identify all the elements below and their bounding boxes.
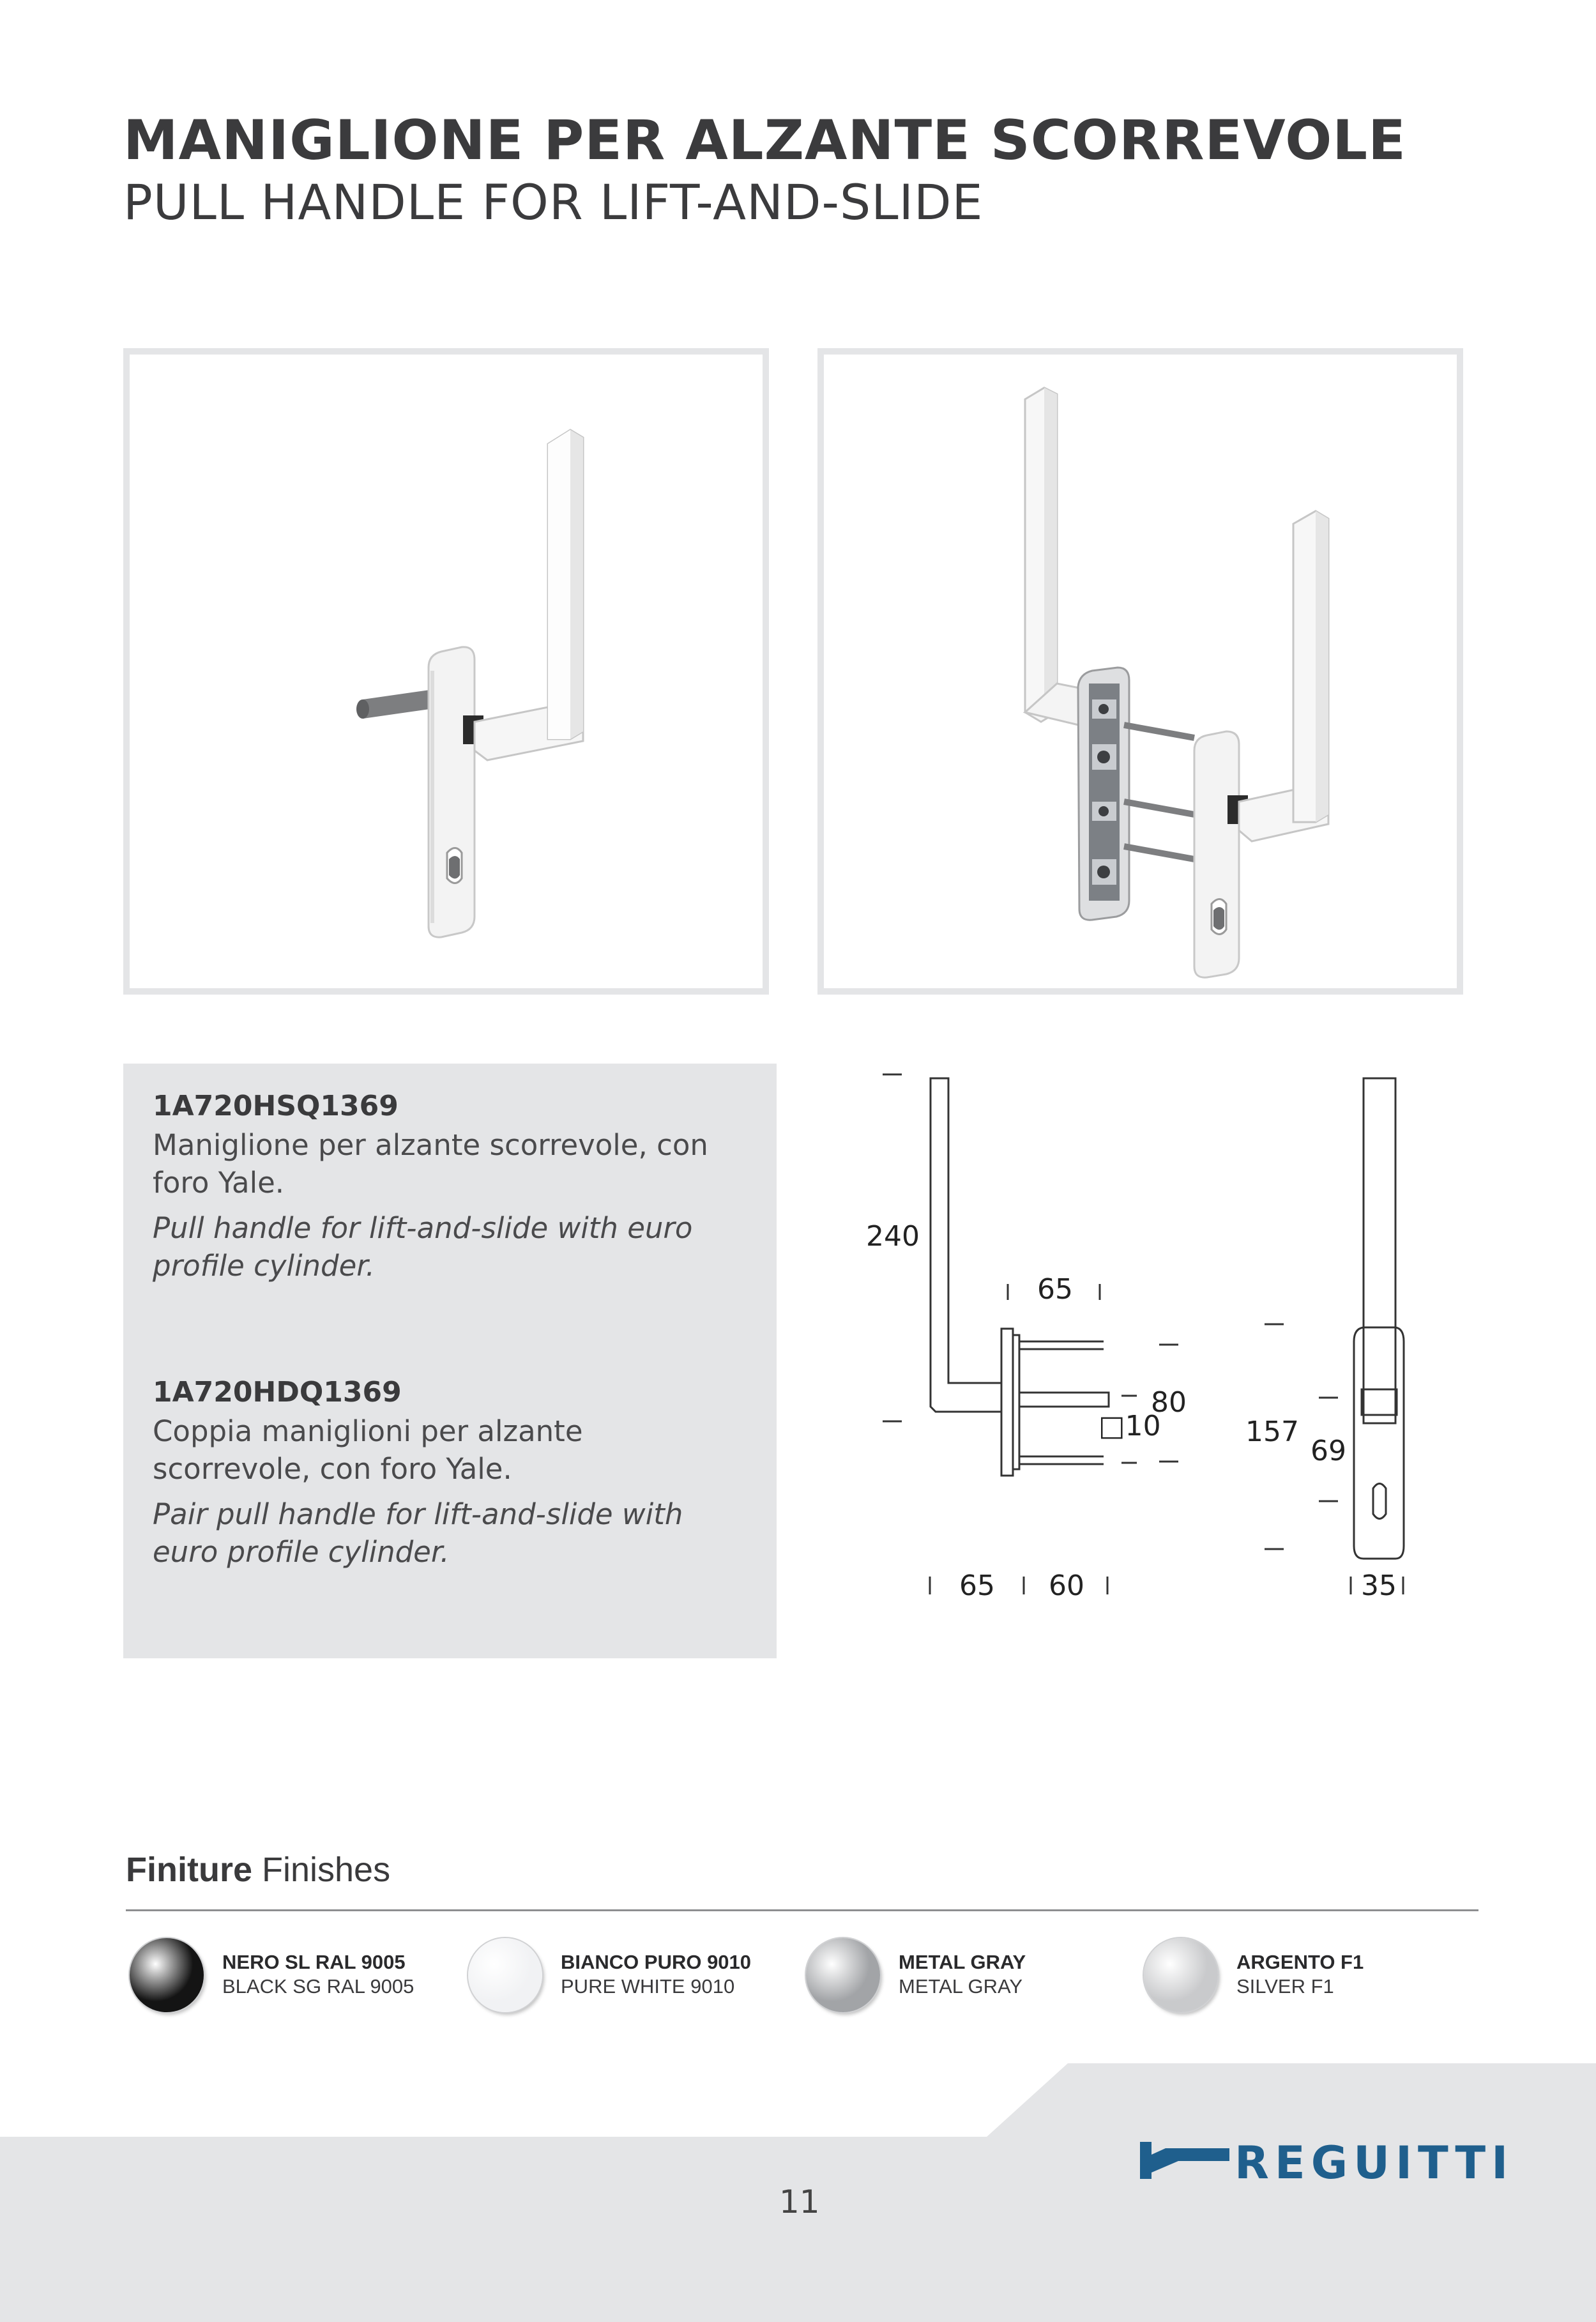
product-description-english: Pull handle for lift-and-slide with euro profile cylinder.: [153, 1211, 693, 1283]
pair-pull-handle-illustration: [824, 355, 1470, 1001]
dimension-height: 240: [866, 1220, 920, 1253]
finish-name-italian: NERO SL RAL 9005: [222, 1951, 406, 1973]
dimension-grip-depth: 65: [1037, 1273, 1073, 1306]
reguitti-logo-mark-icon: [1140, 2142, 1229, 2180]
dimension-plate-height: 157: [1245, 1416, 1299, 1448]
finishes-heading-italian: Finiture: [126, 1851, 252, 1889]
product-description-italian: Coppia maniglioni per alzante scorrevole, con foro Yale.: [153, 1414, 583, 1486]
finish-name-english: METAL GRAY: [899, 1975, 1023, 1997]
pull-handle-illustration: [130, 355, 775, 1001]
technical-drawing: [843, 1048, 1482, 1623]
product-description-italian: Maniglione per alzante scorrevole, con foro Yale.: [153, 1128, 708, 1200]
product-code: 1A720HSQ1369: [153, 1090, 399, 1122]
finish-swatch-silver: [1144, 1938, 1218, 2012]
dimension-cylinder-offset: 69: [1311, 1435, 1346, 1467]
dimension-base-offset: 65: [959, 1570, 995, 1602]
product-info-panel: [123, 1064, 777, 1658]
finishes-heading-english: Finishes: [262, 1851, 391, 1889]
dimension-plate-depth: 60: [1049, 1570, 1084, 1602]
finish-swatch-white: [468, 1938, 542, 2012]
finish-name-english: SILVER F1: [1236, 1975, 1334, 1997]
finish-name-italian: BIANCO PURO 9010: [561, 1951, 752, 1973]
finishes-heading: [126, 1850, 390, 1890]
finish-name-english: BLACK SG RAL 9005: [222, 1975, 414, 1997]
product-description-english: Pair pull handle for lift-and-slide with euro profile cylinder.: [153, 1497, 683, 1569]
finish-name-italian: METAL GRAY: [899, 1951, 1026, 1973]
finish-swatch-metal-gray: [806, 1938, 880, 2012]
finish-name-english: PURE WHITE 9010: [561, 1975, 735, 1997]
finish-swatch-black: [130, 1938, 204, 2012]
page-number: 11: [779, 2183, 820, 2220]
page-title-english: PULL HANDLE FOR LIFT-AND-SLIDE: [123, 174, 984, 231]
pair-pull-handle-photo: [817, 348, 1463, 995]
dimension-spindle: □10: [1098, 1410, 1161, 1442]
dimension-plate-width: 35: [1361, 1570, 1397, 1602]
single-pull-handle-photo: [123, 348, 769, 995]
finishes-divider: [126, 1909, 1478, 1911]
page-title-italian: MANIGLIONE PER ALZANTE SCORREVOLE: [123, 109, 1406, 172]
finish-name-italian: ARGENTO F1: [1236, 1951, 1364, 1973]
product-code: 1A720HDQ1369: [153, 1376, 402, 1409]
brand-name: REGUITTI: [1235, 2137, 1514, 2189]
dimension-screw-spacing: 80: [1151, 1386, 1187, 1419]
